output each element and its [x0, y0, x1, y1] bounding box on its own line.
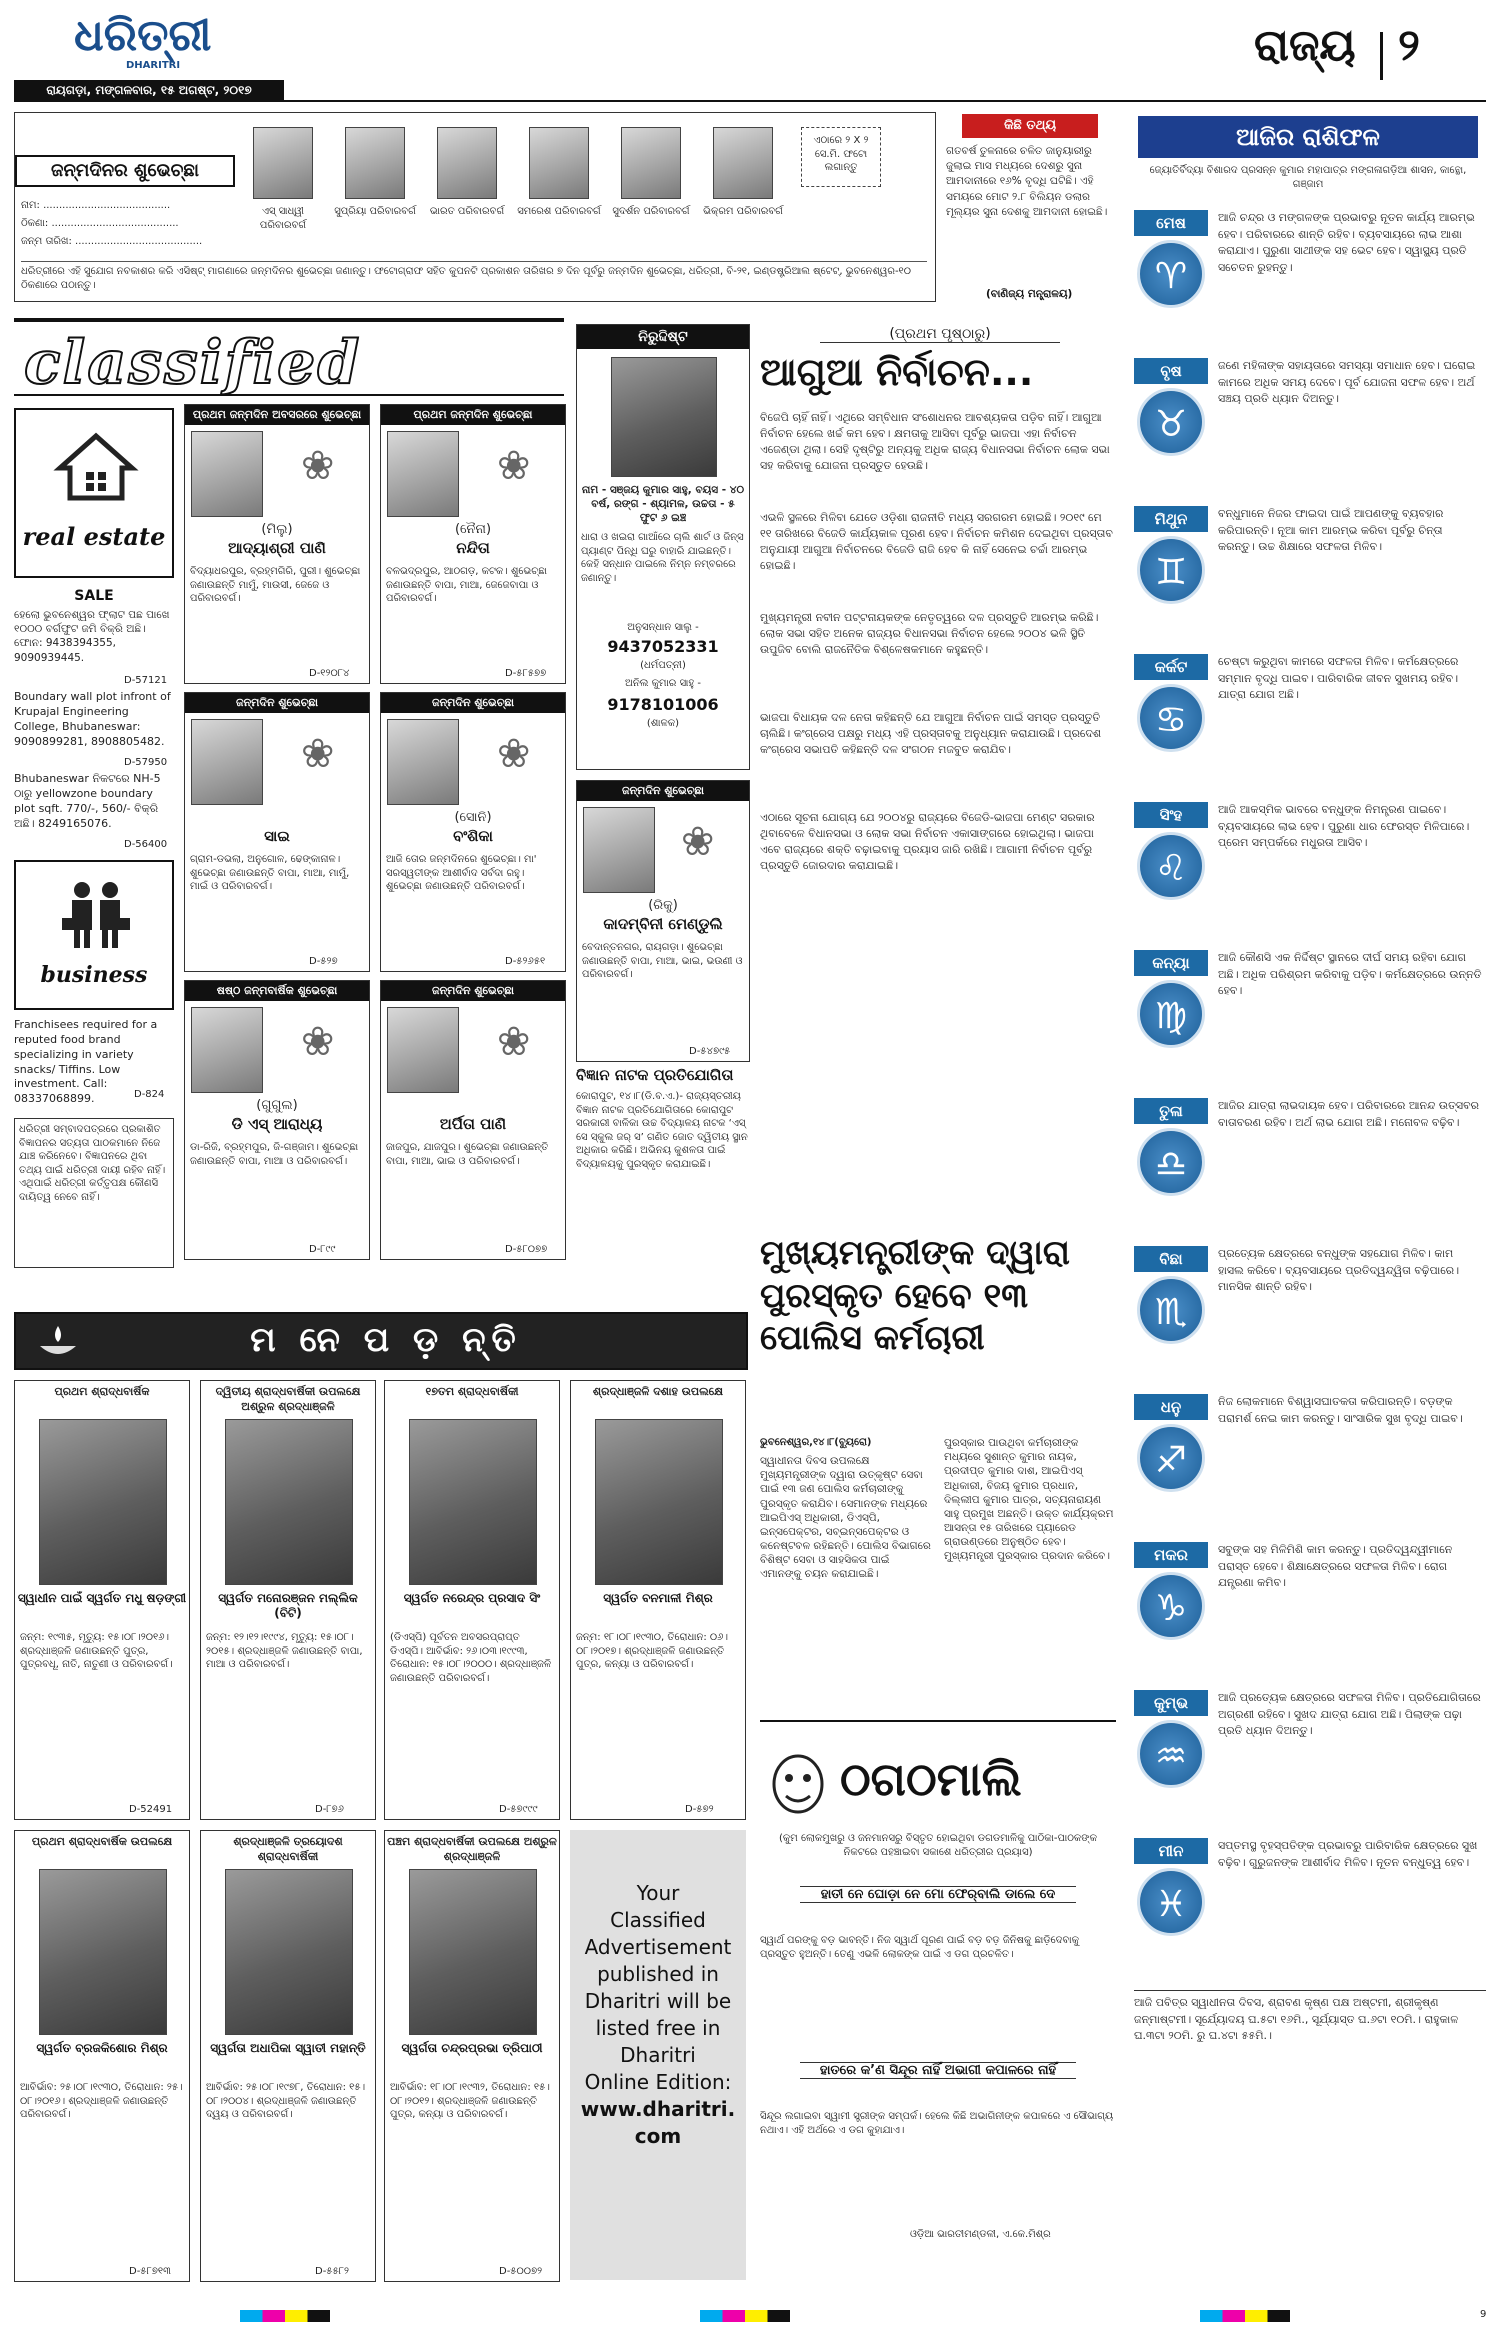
section-title: ରାଜ୍ୟ: [1254, 20, 1356, 71]
tribute-code: D-୫୭୨: [685, 1804, 714, 1815]
tribute-photo: [39, 1419, 167, 1585]
tribute-photo: [225, 1419, 353, 1585]
form-dob: ଜନ୍ମ ତାରିଖ: ........................................: [21, 236, 203, 247]
wish-name: କାଦମ୍ବିନୀ ମେଣ୍ଡୁଲି: [603, 915, 723, 933]
cartoon-column: [760, 1720, 1116, 2280]
zodiac-name: କନ୍ୟା: [1134, 950, 1208, 976]
tribute-photo: [409, 1869, 537, 2035]
wish-code: D-୫୨୭: [309, 956, 338, 967]
zodiac-text: ବନ୍ଧୁମାନେ ନିଜର ଫାଇଦା ପାଇଁ ଆପଣଙ୍କୁ ବ୍ୟବହାର କରିପାରନ୍ତି। ନୂଆ କାମ ଆରମ୍ଭ କରିବା ପୂର୍ବରୁ ଚିନ୍ତା କରନ୍ତୁ। ଉଚ୍ଚ ଶିକ୍ଷାରେ ସଫଳତା ମିଳିବ।: [1218, 507, 1444, 553]
zodiac-name: ବୃଷ: [1134, 358, 1208, 384]
tribute-code: D-52491: [129, 1804, 173, 1815]
proverb-title: ହାତରେ କ’ଣ ସିନ୍ଦୂର ନାହିଁ ଅଭାଗୀ କପାଳରେ ନାହିଁ: [800, 2062, 1076, 2079]
tribute-head: ୧୭ତମ ଶ୍ରାଦ୍ଧବାର୍ଷିକୀ: [425, 1385, 519, 1398]
flower-icon: ❀: [681, 819, 715, 865]
strip-photo: [529, 127, 589, 199]
real-estate-label: real estate: [22, 522, 166, 551]
color-registration: [700, 2310, 790, 2322]
wish-head: ଜନ୍ମଦିନ ଶୁଭେଚ୍ଛା: [381, 693, 565, 713]
flower-icon: ❀: [497, 1019, 531, 1065]
lead-paragraph: ଭାଜପା ବିଧାୟକ ଦଳ ନେତା କହିଛନ୍ତି ଯେ ଆଗୁଆ ନିର୍ବାଚନ ପାଇଁ ସମସ୍ତ ପ୍ରସ୍ତୁତି ଚାଲିଛି। କଂଗ୍ରେସ ପକ୍ଷରୁ ମଧ୍ୟ ଏହି ପ୍ରସ୍ତାବକୁ ଅନୁଧ୍ୟାନ କରାଯାଉଛି। ପ୍ରଦେଶ କଂଗ୍ରେସ ସଭାପତି କହିଛନ୍ତି ଦଳ ସଂଗଠନ ମଜବୁତ କରାଯିବ।: [760, 711, 1102, 756]
missing-photo: [611, 357, 717, 477]
tribute-head: ପ୍ରଥମ ଶ୍ରାଦ୍ଧବାର୍ଷିକ ଉପଲକ୍ଷେ: [31, 1835, 173, 1848]
zodiac-glyph-icon: ♈: [1137, 240, 1205, 308]
wish-head: ଜନ୍ମଦିନ ଶୁଭେଚ୍ଛା: [185, 693, 369, 713]
zodiac-name: ମେଷ: [1134, 210, 1208, 236]
flower-icon: ❀: [301, 1019, 335, 1065]
birthday-wish: [380, 692, 566, 972]
strip-caption: ସମରେଶ ପରିବାରବର୍ଗ: [517, 206, 601, 217]
zodiac-name: କର୍କଟ: [1134, 654, 1208, 680]
zodiac-text: ସବୁଙ୍କ ସହ ମିଳିମିଶି କାମ କରନ୍ତୁ। ପ୍ରତିଦ୍ୱନ୍ଦ୍ୱୀମାନେ ପରାସ୍ତ ହେବେ। ଶିକ୍ଷାକ୍ଷେତ୍ରରେ ସଫଳତା ମିଳିବ। ରୋଗ ଯନ୍ତ୍ରଣା କମିବ।: [1218, 1543, 1453, 1589]
mane-padanti-title: ମ ନେ ପ ଡ଼ ନ୍ତି: [250, 1320, 522, 1360]
rashiphala-title: ଆଜିର ରାଶିଫଳ: [1138, 116, 1478, 158]
proverb-text: ସ୍ୱାର୍ଥ ପରଙ୍କୁ ବଡ଼ ଭାବନ୍ତି। ନିଜ ସ୍ୱାର୍ଥ ପୂରଣ ପାଇଁ ବଡ଼ ବଡ଼ ଜିନିଷକୁ ଛାଡ଼ିଦେବାକୁ ପ୍ରସ୍ତୁତ ହୁଅନ୍ତି। ତେଣୁ ଏଭଳି ଲୋକଙ୍କ ପାଇଁ ଏ ଡଗ ପ୍ରଚଳିତ।: [760, 1935, 1080, 1960]
quiz-story: [576, 1066, 750, 1252]
re-ad: ହେଲୋ ଭୁବନେଶ୍ୱର ଫ୍ଲାଟ ପଛ ପାଖେ ୧୦୦୦ ବର୍ଗଫୁଟ ଜମି ବିକ୍ରି ଅଛି। ଫୋନ: 9438394355, 9090939445.: [14, 609, 170, 664]
missing-phone-2-tag: (ଶାଳକ): [646, 718, 680, 729]
tribute-photo: [595, 1419, 723, 1585]
wish-text: ଆଜି ତୋର ଜନ୍ମଦିନରେ ଶୁଭେଚ୍ଛା। ମା' ସରସ୍ୱତୀଙ୍କ ଆଶୀର୍ବାଦ ସର୍ବଦା ରହୁ। ଶୁଭେଚ୍ଛା ଜଣାଉଛନ୍ତି ପରିବାରବର୍ଗ।: [386, 854, 537, 892]
tribute-name: ସ୍ୱାଧୀନ ପାଇଁ ସ୍ୱର୍ଗତ ମଧୁ ଷଡ଼ଙ୍ଗୀ: [17, 1591, 187, 1605]
wish-text: ବିଦ୍ୟାଧରପୁର, ବ୍ରହ୍ମଗିରି, ପୁରୀ। ଶୁଭେଚ୍ଛା ଜଣାଉଛନ୍ତି ମାମୁଁ, ମାଉସୀ, ଜେଜେ ଓ ପରିବାରବର୍ଗ।: [190, 566, 361, 604]
facts-body: ଗତବର୍ଷ ତୁଳନାରେ ଚଳିତ ଜାନୁୟାରୀରୁ ଜୁଲାଇ ମାସ ମଧ୍ୟରେ ଦେଶରୁ ସୁନା ଆମଦାନୀରେ ୧୬% ବୃଦ୍ଧି ଘଟିଛି। ଏହି ସମୟରେ ମୋଟ ୨.୮ ବିଲିୟନ ଡଲାର ମୂଲ୍ୟର ସୁନା ଦେଶକୁ ଆମଦାନୀ ହୋଇଛି।: [946, 145, 1108, 218]
form-name: ନାମ: ........................................: [21, 200, 171, 211]
flower-icon: ❀: [301, 443, 335, 489]
tribute-code: D-୫୭୯୯୯: [499, 1804, 538, 1815]
wish-nick: (ମିଲୁ): [261, 522, 293, 537]
tribute: [14, 1830, 190, 2282]
zodiac-text: ଆଜି ଆକସ୍ମିକ ଭାବରେ ବନ୍ଧୁଙ୍କ ନିମନ୍ତ୍ରଣ ପାଇବେ। ବ୍ୟବସାୟରେ ଲାଭ ହେବ। ପୁରୁଣା ଧାର ଫେରସ୍ତ ମିଳିପାରେ। ପ୍ରେମ ସମ୍ପର୍କରେ ମଧୁରତା ଆସିବ।: [1218, 803, 1470, 849]
missing-body: ଧାରା ଓ ଖଇରା ଗାଆଁରେ ଚାଲି ଶାର୍ଟ ଓ ଜିନ୍ସ ପ୍ୟାଣ୍ଟ ପିନ୍ଧି ଘରୁ ବାହାରି ଯାଇଛନ୍ତି। କେହି ସନ୍ଧାନ ପାଇଲେ ନିମ୍ନ ନମ୍ବରରେ ଜଣାନ୍ତୁ।: [581, 532, 744, 584]
zodiac-glyph-icon: ♎: [1137, 1128, 1205, 1196]
zodiac-name: ମକର: [1134, 1542, 1208, 1568]
zodiac-name: ଧନୁ: [1134, 1394, 1208, 1420]
business-people-icon: [60, 880, 132, 950]
wish-text: ଗ୍ରାମ-ଡଭଲା, ଅନୁଗୋଳ, ଢେଙ୍କାନାଳ। ଶୁଭେଚ୍ଛା ଜଣାଉଛନ୍ତି ବାପା, ମାଆ, ମାମୁଁ, ମାଇଁ ଓ ପରିବାରବର୍ଗ।: [190, 854, 350, 892]
wish-name: ସାଇ: [264, 827, 290, 845]
lead-headline: ଆଗୁଆ ନିର୍ବାଚନ...: [760, 350, 1034, 394]
wish-photo: [583, 807, 655, 893]
promo-line: published in: [597, 1962, 719, 1986]
wish-head: ପ୍ରଥମ ଜନ୍ମଦିନ ଶୁଭେଚ୍ଛା: [381, 405, 565, 425]
tribute-name: ସ୍ୱର୍ଗତ ବ୍ରଜକିଶୋର ମିଶ୍ର: [36, 2041, 168, 2055]
birthday-wish: [380, 404, 566, 684]
zodiac-name: ମିଥୁନ: [1134, 506, 1208, 532]
missing-title: ନିରୁଦ୍ଦିଷ୍ଟ: [577, 325, 749, 349]
missing-phone-2: 9178101006: [607, 695, 719, 714]
zodiac-text: ସପ୍ତମସ୍ଥ ବୃହସ୍ପତିଙ୍କ ପ୍ରଭାବରୁ ପାରିବାରିକ କ୍ଷେତ୍ରରେ ସୁଖ ବଢ଼ିବ। ଗୁରୁଜନଙ୍କ ଆଶୀର୍ବାଦ ମିଳିବ। ନୂତନ ବନ୍ଧୁତ୍ୱ ହେବ।: [1218, 1839, 1478, 1869]
tribute-name: ସ୍ୱର୍ଗତ ମନୋରଞ୍ଜନ ମଲ୍ଲିକ (ବିଟି): [218, 1591, 358, 1620]
tribute-head: ଶ୍ରଦ୍ଧାଞ୍ଜଳି ଦଶାହ ଉପଲକ୍ଷେ: [592, 1385, 724, 1398]
birthday-wish: [380, 980, 566, 1260]
re-ad: Boundary wall plot infront of Krupajal Engineering College, Bhubaneswar: 9090899281, 8908805482.: [14, 690, 171, 748]
missing-phone-1-tag: (ଧର୍ମପତ୍ନୀ): [640, 660, 686, 671]
panchanga: ଆଜି ପବିତ୍ର ସ୍ୱାଧୀନତା ଦିବସ, ଶ୍ରାବଣ କୃଷ୍ଣ ପକ୍ଷ ଅଷ୍ଟମୀ, ଶ୍ରୀକୃଷ୍ଣ ଜନ୍ମାଷ୍ଟମୀ। ସୂର୍ଯ୍ୟୋଦୟ ଘ.୫ଟା ୧୬ମି., ସୂର୍ଯ୍ୟାସ୍ତ ଘ.୬ଟା ୧୦ମି.। ରାହୁକାଳ ଘ.୩ଟା ୨୦ମି. ରୁ ଘ.୪ଟା ୫୫ମି.।: [1134, 1990, 1486, 2100]
facts-source: (ବାଣିଜ୍ୟ ମନ୍ତ୍ରାଳୟ): [986, 288, 1073, 300]
wish-photo: [191, 719, 263, 805]
strip-caption: ଭିକ୍ରମ ପରିବାରବର୍ଗ: [703, 206, 783, 217]
missing-details: ନାମ - ସଞ୍ଜୟ କୁମାର ସାହୁ, ବୟସ - ୪୦ ବର୍ଷ, ରଙ୍ଗ - ଶ୍ୟାମଳ, ଉଚ୍ଚତା - ୫ ଫୁଟ ୬ ଇଞ୍ଚ: [581, 484, 745, 525]
lead-paragraph: ମୁଖ୍ୟମନ୍ତ୍ରୀ ନବୀନ ପଟ୍ଟନାୟକଙ୍କ ନେତୃତ୍ୱରେ ଦଳ ପ୍ରସ୍ତୁତି ଆରମ୍ଭ କରିଛି। ଲୋକ ସଭା ସହିତ ଅନେକ ରାଜ୍ୟର ବିଧାନସଭା ନିର୍ବାଚନ ହେଲେ ୨୦୦୪ ଭଳି ସ୍ଥିତି ଉପୁଜିବ ବୋଲି ରାଜନୈତିକ ବିଶ୍ଳେଷକମାନେ କହୁଛନ୍ତି।: [760, 611, 1099, 656]
masthead-rule: [14, 100, 1486, 102]
tribute-text: ଆବିର୍ଭାବ: ୧୮।୦୮।୧୯୩୨, ତିରୋଧାନ: ୧୫।୦୮।୨୦୧୨। ଶ୍ରଦ୍ଧାଞ୍ଜଳି ଜଣାଉଛନ୍ତି ପୁତ୍ର, କନ୍ୟା ଓ ପରିବାରବର୍ଗ।: [390, 2082, 550, 2120]
rashiphala-byline: ଜ୍ୟୋତିର୍ବିଦ୍ୟା ବିଶାରଦ ପ୍ରସନ୍ନ କୁମାର ମହାପାତ୍ର ମଙ୍ଗଳାଗଡ଼ିଆ ଶାସନ, କାନ୍ଥୋ, ଗଞ୍ଜାମ: [1149, 165, 1467, 190]
wish-name: ଡି ଏସ୍ ଆରାଧ୍ୟ: [231, 1115, 323, 1133]
quiz-title: ବିଜ୍ଞାନ ନାଟକ ପ୍ରତିଯୋଗିତା: [576, 1066, 734, 1084]
tribute: [384, 1380, 560, 1820]
page-number: ୨: [1398, 20, 1420, 71]
wish-nick: (ରିକୁ): [648, 898, 678, 913]
re-ad-code: D-57121: [124, 675, 168, 686]
police-story: [760, 1232, 1116, 1712]
zodiac-glyph-icon: ♍: [1137, 980, 1205, 1048]
wish-code: D-୫୮୫୭୭: [505, 668, 547, 679]
wish-photo: [387, 719, 459, 805]
wish-code: D-୫୨୬୫୧: [505, 956, 546, 967]
promo-line: listed free in: [595, 2016, 721, 2040]
tribute-code: D-୮୭୬: [315, 1804, 344, 1815]
logo-sub: DHARITRI: [126, 60, 181, 71]
tribute-name: ସ୍ୱର୍ଗତା ଅଧାପିକା ସ୍ୱାତୀ ମହାନ୍ତି: [210, 2041, 366, 2055]
sale-label: SALE: [74, 588, 114, 604]
zodiac-text: ଜଣେ ମହିଳାଙ୍କ ସହାୟତାରେ ସମସ୍ୟା ସମାଧାନ ହେବ। ଘରୋଇ କାମରେ ଅଧିକ ସମୟ ଦେବେ। ପୂର୍ବ ଯୋଜନା ସଫଳ ହେବ। ଅର୍ଥ ସଞ୍ଚୟ ପ୍ରତି ଧ୍ୟାନ ଦିଅନ୍ତୁ।: [1218, 359, 1476, 405]
zodiac-entry: [1134, 654, 1486, 796]
missing-contact-label: ଅନୁସନ୍ଧାନ ସାଲୁ -: [627, 622, 699, 633]
birthday-wish: [184, 404, 370, 684]
promo-line: Classified: [610, 1908, 706, 1932]
strip-caption: ଭାରତ ପରିବାରବର୍ଗ: [429, 206, 505, 217]
promo-line: Your: [636, 1881, 680, 1905]
re-ad-code: D-56400: [124, 839, 168, 850]
promo-url[interactable]: www.dharitri.: [580, 2097, 736, 2121]
cartoon-face-icon: [768, 1752, 828, 1822]
strip-photo: [345, 127, 405, 199]
zodiac-text: ଆଜିର ଯାତ୍ରା ଲାଭଦାୟକ ହେବ। ପରିବାରରେ ଆନନ୍ଦ ଉତ୍ସବର ବାତାବରଣ ରହିବ। ଅର୍ଥ ଲାଭ ଯୋଗ ଅଛି। ମନୋବଳ ବଢ଼ିବ।: [1218, 1099, 1479, 1129]
color-registration: [240, 2310, 330, 2322]
zodiac-glyph-icon: ♌: [1137, 832, 1205, 900]
zodiac-glyph-icon: ♒: [1137, 1720, 1205, 1788]
classified-notice: ଧରିତ୍ରୀ ସମ୍ବାଦପତ୍ରରେ ପ୍ରକାଶିତ ବିଜ୍ଞାପନର ସତ୍ୟତା ପାଠକମାନେ ନିଜେ ଯାଞ୍ଚ କରିନେବେ। ବିଜ୍ଞାପନରେ ଥିବା ତଥ୍ୟ ପାଇଁ ଧରିତ୍ରୀ ଦାୟୀ ରହିବ ନାହିଁ। ଏଥିପାଇଁ ଧରିତ୍ରୀ କର୍ତ୍ତୃପକ୍ଷ କୌଣସି ଦାୟିତ୍ୱ ନେବେ ନାହିଁ।: [14, 1118, 174, 1268]
zodiac-entry: [1134, 1394, 1486, 1536]
wish-name: ଆଦ୍ୟାଶ୍ରୀ ପାଣି: [228, 539, 326, 557]
zodiac-glyph-icon: ♊: [1137, 536, 1205, 604]
strip-photo: [253, 127, 313, 199]
lead-paragraph: ଏଭଳି ସ୍ଥଳରେ ମିଳିବା ଯେତେ ଓଡ଼ିଶା ରାଜନୀତି ମଧ୍ୟ ସରଗରମ ହୋଇଛି। ୨୦୧୯ ମେ ୧୧ ତାରିଖରେ ବିଜେଡି କାର୍ଯ୍ୟକାଳ ପୂରଣ ହେବ। ନିର୍ବାଚନ କମିଶନ ଦେଇଥିବା ପ୍ରସ୍ତାବ ଅନୁଯାୟୀ ଆଗୁଆ ନିର୍ବାଚନରେ ବିଜେଡି ରାଜି ହେବ କି ନାହିଁ ସେନେଇ ଚର୍ଚ୍ଚା ଆରମ୍ଭ ହୋଇଛି।: [760, 511, 1113, 572]
tribute-text: (ଡିଏସ୍‌ପି) ପୂର୍ବତନ ଅବସରପ୍ରାପ୍ତ ଡିଏସ୍‌ପି। ଆବିର୍ଭାବ: ୨୬।୦୩।୧୯୯୩, ତିରୋଧାନ: ୧୫।୦୮।୨୦୦୦। ଶ୍ରଦ୍ଧାଞ୍ଜଳି ଜଣାଉଛନ୍ତି ପରିବାରବର୍ଗ।: [390, 1632, 552, 1684]
strip-photo: [713, 127, 773, 199]
promo-line: Online Edition:: [584, 2070, 732, 2094]
police-right: ପୁରସ୍କାର ପାଉଥିବା କର୍ମଚାରୀଙ୍କ ମଧ୍ୟରେ ସୁଶାନ୍ତ କୁମାର ନାୟକ, ପ୍ରଦୀପ୍ତ କୁମାର ଦାଶ, ଆଇପିଏସ୍ ଅଧିକାରୀ, ବିଜୟ କୁମାର ପ୍ରଧାନ, ଦିଲ୍ଲୀପ କୁମାର ପାତ୍ର, ସତ୍ୟନାରାୟଣ ସାହୁ ପ୍ରମୁଖ ଅଛନ୍ତି। ଉକ୍ତ କାର୍ଯ୍ୟକ୍ରମ ଆସନ୍ତା ୧୫ ତାରିଖରେ ପ୍ୟାରେଡ ଗ୍ରାଉଣ୍ଡରେ ଅନୁଷ୍ଠିତ ହେବ। ମୁଖ୍ୟମନ୍ତ୍ରୀ ପୁରସ୍କାର ପ୍ରଦାନ କରିବେ।: [944, 1437, 1114, 1563]
zodiac-name: ମୀନ: [1134, 1838, 1208, 1864]
wish-name: ନନ୍ଦିତା: [456, 539, 490, 557]
tribute-text: ଜନ୍ମ: ୧୮।୦୮।୧୯୩୦, ତିରୋଧାନ: ୦୬।୦୮।୨୦୧୭। ଶ୍ରଦ୍ଧାଞ୍ଜଳି ଜଣାଉଛନ୍ତି ପୁତ୍ର, କନ୍ୟା ଓ ପରିବାରବର୍ଗ।: [576, 1632, 728, 1670]
tribute-code: D-୫୮୭୧୩: [129, 2266, 171, 2277]
online-promo: [570, 1830, 746, 2280]
zodiac-name: ବିଛା: [1134, 1246, 1208, 1272]
birthday-strip-title: ଜନ୍ମଦିନର ଶୁଭେଚ୍ଛା: [15, 155, 235, 187]
tribute-photo: [409, 1419, 537, 1585]
tribute: [384, 1830, 560, 2282]
police-left: ସ୍ୱାଧୀନତା ଦିବସ ଉପଲକ୍ଷେ ମୁଖ୍ୟମନ୍ତ୍ରୀଙ୍କ ଦ୍ୱାରା ଉତ୍କୃଷ୍ଟ ସେବା ପାଇଁ ୧୩ ଜଣ ପୋଲିସ କର୍ମଚାରୀଙ୍କୁ ପୁରସ୍କୃତ କରାଯିବ। ସେମାନଙ୍କ ମଧ୍ୟରେ ଆଇପିଏସ୍ ଅଧିକାରୀ, ଡିଏସ୍‌ପି, ଇନ୍‌ସପେକ୍ଟର, ସବ୍‌ଇନ୍‌ସପେକ୍ଟର ଓ କନେଷ୍ଟବଳ ରହିଛନ୍ତି। ପୋଲିସ ବିଭାଗରେ ବିଶିଷ୍ଟ ସେବା ଓ ସାହସିକତା ପାଇଁ ଏମାନଙ୍କୁ ଚୟନ କରାଯାଇଛି।: [760, 1455, 931, 1581]
real-estate-column: [14, 408, 174, 1108]
tribute-head: ଶ୍ରଦ୍ଧାଞ୍ଜଳି ତ୍ରୟୋଦଶ ଶ୍ରାଦ୍ଧବାର୍ଷିକୀ: [233, 1835, 343, 1863]
wish-name: ଅର୍ପିତା ପାଣି: [439, 1115, 507, 1133]
tribute-name: ସ୍ୱର୍ଗତା ଚନ୍ଦ୍ରପ୍ରଭା ତ୍ରିପାଠୀ: [401, 2041, 543, 2055]
proverb-title: ହାତୀ ନେ ଘୋଡ଼ା ନେ ମୋ ଫେର୍‌ବାଲି ଡାଲେ ଦେ: [800, 1886, 1076, 1903]
house-icon: [56, 432, 136, 502]
tribute: [14, 1380, 190, 1820]
zodiac-entry: [1134, 358, 1486, 500]
zodiac-glyph-icon: ♐: [1137, 1424, 1205, 1492]
lead-paragraph: ବିଜେପି ଚାହିଁ ନାହିଁ। ଏଥିରେ ସମ୍ବିଧାନ ସଂଶୋଧନର ଆବଶ୍ୟକତା ପଡ଼ିବ ନାହିଁ। ଆଗୁଆ ନିର୍ବାଚନ ହେଲେ ଖର୍ଚ୍ଚ କମ ହେବ। କ୍ଷମତାକୁ ଆସିବା ପୂର୍ବରୁ ଭାଜପା ଏହା ନିର୍ବାଚନ ଏଜେଣ୍ଡା ଥିଲା। ସେହି ଦୃଷ୍ଟିରୁ ଅନ୍ୟକୁ ଅଧିକ ରାଜ୍ୟ ବିଧାନସଭା ନିର୍ବାଚନ ଲୋକ ସଭା ସହ କରିବାକୁ ଯୋଜନା ପ୍ରସ୍ତୁତ ହେଉଛି।: [760, 411, 1110, 472]
birthday-wish: [184, 692, 370, 972]
strip-caption: ସୁପ୍ରିୟା ପରିବାରବର୍ଗ: [334, 206, 416, 217]
strip-photo: [437, 127, 497, 199]
birthday-wish: [184, 980, 370, 1260]
re-ad: Bhubaneswar ନିକଟରେ NH-5 ଠାରୁ yellowzone boundary plot sqft. 770/-, 560/- ବିକ୍ରି ଅଛି। 8249165076.: [14, 772, 161, 830]
zodiac-entry: [1134, 1542, 1486, 1684]
zodiac-entry: [1134, 802, 1486, 944]
birthday-wish: [576, 780, 750, 1062]
masthead: [14, 10, 1486, 97]
zodiac-entry: [1134, 1246, 1486, 1388]
missing-phone-1: 9437052331: [607, 637, 719, 656]
wish-code: D-୫୮୦୭୭: [505, 1244, 548, 1255]
wish-nick: (ନୈନା): [454, 522, 492, 537]
lead-paragraph: ଏଠାରେ ସୂଚନା ଯୋଗ୍ୟ ଯେ ୨୦୦୪ରୁ ରାଜ୍ୟରେ ବିଜେଡି-ଭାଜପା ମେଣ୍ଟ ସରକାର ଥିବାବେଳେ ବିଧାନସଭା ଓ ଲୋକ ସଭା ନିର୍ବାଚନ ଏକାସାଙ୍ଗରେ ହୋଇଥିଲା। ଭାଜପା ଏବେ ରାଜ୍ୟରେ ଶକ୍ତି ବଢ଼ାଇବାକୁ ପ୍ରୟାସ ଜାରି ରଖିଛି। ଆଗାମୀ ନିର୍ବାଚନ ପୂର୍ବରୁ ପ୍ରସ୍ତୁତି ଜୋରଦାର କରାଯାଇଛି।: [760, 811, 1095, 872]
color-registration: [1200, 2310, 1290, 2322]
real-estate-logo: [14, 408, 174, 578]
zodiac-text: ଆଜି କୌଣସି ଏକ ନିର୍ଦ୍ଦିଷ୍ଟ ସ୍ଥାନରେ ଦୀର୍ଘ ସମୟ ରହିବା ଯୋଗ ଅଛି। ଅଧିକ ପରିଶ୍ରମ କରିବାକୁ ପଡ଼ିବ। କର୍ମକ୍ଷେତ୍ରରେ ଉନ୍ନତି ହେବ।: [1218, 951, 1482, 997]
zodiac-entry: [1134, 1098, 1486, 1240]
zodiac-glyph-icon: ♓: [1137, 1868, 1205, 1936]
zodiac-entry: [1134, 1838, 1486, 1980]
lamp-icon: [36, 1324, 80, 1362]
promo-line: Dharitri: [620, 2043, 696, 2067]
wish-code: D-୮୯୯: [309, 1244, 336, 1255]
zodiac-text: ଆଜି ଚନ୍ଦ୍ର ଓ ମଙ୍ଗଳଙ୍କ ପ୍ରଭାବରୁ ନୂତନ କାର୍ଯ୍ୟ ଆରମ୍ଭ ହେବ। ପରିବାରରେ ଶାନ୍ତି ରହିବ। ବ୍ୟବସାୟରେ ଲାଭ ଆଶା କରାଯାଏ। ପୁରୁଣା ସାଥୀଙ୍କ ସହ ଭେଟ ହେବ। ସ୍ୱାସ୍ଥ୍ୟ ପ୍ରତି ସଚେତନ ରୁହନ୍ତୁ।: [1218, 211, 1475, 274]
quiz-body: କୋରାପୁଟ, ୧୪।୮(ଡି.ବ.ଏ.)- ରାଜ୍ୟସ୍ତରୀୟ ବିଜ୍ଞାନ ନାଟକ ପ୍ରତିଯୋଗିତାରେ କୋରାପୁଟ ସରକାରୀ ବାଳିକା ଉଚ୍ଚ ବିଦ୍ୟାଳୟ ନାଟକ ‘ଏସ୍ ସେ ସ୍କୁଲ ଜର୍ ସ’ ଗଣିତ ଜୋତ ଦ୍ୱିତୀୟ ସ୍ଥାନ ଅଧିକାର କରିଛି। ଅଭିନୟ କୁଶଳତା ପାଇଁ ବିଦ୍ୟାଳୟକୁ ପୁରସ୍କୃତ କରାଯାଇଛି।: [576, 1091, 748, 1170]
wish-name: ବଂଶିକା: [453, 827, 493, 845]
lead-story: [760, 324, 1116, 1224]
zodiac-text: ଆଜି ପ୍ରତ୍ୟେକ କ୍ଷେତ୍ରରେ ସଫଳତା ମିଳିବ। ପ୍ରତିଯୋଗିତାରେ ଅଗ୍ରଣୀ ରହିବେ। ସୁଖଦ ଯାତ୍ରା ଯୋଗ ଅଛି। ପିଲାଙ୍କ ପଢ଼ା ପ୍ରତି ଧ୍ୟାନ ଦିଅନ୍ତୁ।: [1218, 1691, 1481, 1737]
strip-photo: [621, 127, 681, 199]
section-divider: [1380, 32, 1383, 80]
cartoon-title: ଠଗଠମାଲି: [840, 1752, 1022, 1806]
missing-contact-2: ଅନିଲ କୁମାର ସାହୁ -: [625, 678, 701, 689]
zodiac-entry: [1134, 1690, 1486, 1832]
wish-head: ଷଷ୍ଠ ଜନ୍ମବାର୍ଷିକ ଶୁଭେଚ୍ଛା: [185, 981, 369, 1001]
zodiac-glyph-icon: ♉: [1137, 388, 1205, 456]
wish-text: ବଳଭଦ୍ରପୁର, ଆଠଗଡ଼, କଟକ। ଶୁଭେଚ୍ଛା ଜଣାଉଛନ୍ତି ବାପା, ମାଆ, ଜେଜେବାପା ଓ ପରିବାରବର୍ଗ।: [386, 566, 548, 604]
strip-caption: ଏସ୍ ସାଧ୍ୱୀ ପରିବାରବର୍ଗ: [259, 206, 307, 231]
tribute-head: ପଞ୍ଚମ ଶ୍ରାଦ୍ଧବାର୍ଷିକୀ ଉପଲକ୍ଷେ ଅଶ୍ରୁଳ ଶ୍ରଦ୍ଧାଞ୍ଜଳି: [387, 1835, 557, 1863]
zodiac-name: ସିଂହ: [1134, 802, 1208, 828]
wish-head: ପ୍ରଥମ ଜନ୍ମଦିନ ଅବସରରେ ଶୁଭେଚ୍ଛା: [185, 405, 369, 425]
zodiac-entry: [1134, 506, 1486, 648]
zodiac-text: ନିଜ ଲୋକମାନେ ବିଶ୍ୱାସଘାତକତା କରିପାରନ୍ତି। ବଡ଼ଙ୍କ ପରାମର୍ଶ ନେଇ କାମ କରନ୍ତୁ। ସାଂସାରିକ ସୁଖ ବୃଦ୍ଧି ପାଇବ।: [1218, 1395, 1463, 1425]
wish-photo: [191, 1007, 263, 1093]
business-ad: Franchisees required for a reputed food brand specializing in variety snacks/ Tiffins. Low investment. Call: 08337068899.: [14, 1018, 158, 1106]
wish-photo: [387, 1007, 459, 1093]
wish-code: D-୧୨୦୮୪: [309, 668, 350, 679]
classified-title: classified: [24, 328, 362, 398]
zodiac-glyph-icon: ♏: [1137, 1276, 1205, 1344]
tribute-name: ସ୍ୱର୍ଗତ ବନମାଳୀ ମିଶ୍ର: [603, 1591, 713, 1605]
wish-text: ଡା-ରିଜି, ବ୍ରହ୍ମପୁର, ଜି-ଗଞ୍ଜାମ। ଶୁଭେଚ୍ଛା ଜଣାଉଛନ୍ତି ବାପା, ମାଆ ଓ ପରିବାରବର୍ଗ।: [190, 1142, 359, 1167]
police-headline: ମୁଖ୍ୟମନ୍ତ୍ରୀଙ୍କ ଦ୍ୱାରା ପୁରସ୍କୃତ ହେବେ ୧୩ ପୋଲିସ କର୍ମଚାରୀ: [760, 1233, 1070, 1358]
flower-icon: ❀: [497, 443, 531, 489]
flower-icon: ❀: [497, 731, 531, 777]
zodiac-name: କୁମ୍ଭ: [1134, 1690, 1208, 1716]
zodiac-entry: [1134, 210, 1486, 352]
print-marks: [0, 2304, 1500, 2328]
promo-url-tld[interactable]: com: [634, 2124, 682, 2148]
birthday-strip: [14, 112, 936, 302]
tribute-text: ଆବିର୍ଭାବ: ୨୫।୦୮।୧୯୭୮, ତିରୋଧାନ: ୧୫।୦୮।୨୦୦୪। ଶ୍ରଦ୍ଧାଞ୍ଜଳି ଜଣାଉଛନ୍ତି ଦ୍ୱୟ ଓ ପରିବାରବର୍ଗ।: [206, 2082, 366, 2120]
form-address: ଠିକଣା: ........................................: [21, 218, 179, 229]
wish-code: D-୫୪୭୯୫: [689, 1046, 731, 1057]
wish-nick: (ଗୁଗୁଲ): [256, 1098, 298, 1113]
wish-photo: [387, 431, 459, 517]
tribute-text: ଆବିର୍ଭାବ: ୨୫।୦୮।୧୯୩୦, ତିରୋଧାନ: ୨୫।୦୮।୨୦୧୬। ଶ୍ରଦ୍ଧାଞ୍ଜଳି ଜଣାଉଛନ୍ତି ପରିବାରବର୍ଗ।: [20, 2082, 183, 2120]
tribute-code: D-୫୦୦୭୨: [499, 2266, 543, 2277]
zodiac-glyph-icon: ♋: [1137, 684, 1205, 752]
tribute: [200, 1830, 376, 2282]
tribute-text: ଜନ୍ମ: ୧୨।୧୨।୧୯୯୪, ମୃତ୍ୟୁ: ୧୫।୦୮।୨୦୧୫। ଶ୍ରଦ୍ଧାଞ୍ଜଳି ଜଣାଉଛନ୍ତି ବାପା, ମାଆ ଓ ପରିବାରବର୍ଗ।: [206, 1632, 363, 1670]
wish-photo: [191, 431, 263, 517]
business-ad-code: D-824: [134, 1089, 165, 1100]
classified-header: [14, 318, 564, 396]
zodiac-glyph-icon: ♑: [1137, 1572, 1205, 1640]
birthday-footnote: ଧରିତ୍ରୀରେ ଏହି ସୁଯୋଗ ନବକାଶର କରି ଏସିଷ୍ଟ୍ ମାଗଣାରେ ଜନ୍ମଦିନର ଶୁଭେଚ୍ଛା ଜଣାନ୍ତୁ। ଫଟୋଗ୍ରାଫ ସହିତ କୁପନଟି ପ୍ରକାଶନ ତାରିଖର ୭ ଦିନ ପୂର୍ବରୁ ଜନ୍ମଦିନ ଶୁଭେଚ୍ଛା, ଧରିତ୍ରୀ, ବି-୨୧, ଇଣ୍ଡଷ୍ଟ୍ରିଆଲ ଷ୍ଟେଟ୍, ଭୁବନେଶ୍ୱର-୧୦ ଠିକଣାରେ ପଠାନ୍ତୁ।: [21, 261, 927, 297]
wish-text: ଜାଜପୁର, ଯାଜପୁର। ଶୁଭେଚ୍ଛା ଜଣାଉଛନ୍ତି ବାପା, ମାଆ, ଭାଇ ଓ ପରିବାରବର୍ଗ।: [386, 1142, 549, 1167]
footer-page: 9: [1480, 2309, 1487, 2320]
tribute-code: D-୫୫୮୨: [315, 2266, 349, 2277]
facts-box: [946, 112, 1114, 308]
tribute-name: ସ୍ୱର୍ଗତ ନରେନ୍ଦ୍ର ପ୍ରସାଦ ସିଂ: [403, 1591, 541, 1605]
mane-padanti-banner: [14, 1312, 748, 1370]
lead-kicker: (ପ୍ରଥମ ପୃଷ୍ଠାରୁ): [820, 326, 1060, 343]
dateline: ରାୟଗଡ଼ା, ମଙ୍ଗଳବାର, ୧୫ ଅଗଷ୍ଟ, ୨୦୧୭: [14, 80, 284, 100]
strip-caption: ସୁଦର୍ଶନ ପରିବାରବର୍ଗ: [612, 206, 690, 217]
tribute-text: ଜନ୍ମ: ୧୯୩୫, ମୃତ୍ୟୁ: ୧୫।୦୮।୨୦୧୬। ଶ୍ରଦ୍ଧାଞ୍ଜଳି ଜଣାଉଛନ୍ତି ପୁତ୍ର, ପୁତ୍ରବଧୂ, ନାତି, ନାତୁଣୀ ଓ ପରିବାରବର୍ଗ।: [20, 1632, 173, 1670]
facts-title: କିଛି ତଥ୍ୟ: [962, 114, 1098, 138]
re-ad-code: D-57950: [124, 757, 168, 768]
promo-line: Advertisement: [584, 1935, 732, 1959]
wish-head: ଜନ୍ମଦିନ ଶୁଭେଚ୍ଛା: [577, 781, 749, 801]
tribute-head: ଦ୍ୱିତୀୟ ଶ୍ରାଦ୍ଧବାର୍ଷିକୀ ଉପଲକ୍ଷେ ଅଶ୍ରୁଳ ଶ୍ରଦ୍ଧାଞ୍ଜଳି: [215, 1385, 361, 1413]
tribute: [570, 1380, 746, 1820]
zodiac-name: ତୁଳା: [1134, 1098, 1208, 1124]
tribute-head: ପ୍ରଥମ ଶ୍ରାଦ୍ଧବାର୍ଷିକ: [54, 1385, 150, 1398]
wish-text: ବେଦାନ୍ତନଗର, ରାୟଗଡ଼ା। ଶୁଭେଚ୍ଛା ଜଣାଉଛନ୍ତି ବାପା, ମାଆ, ଭାଇ, ଭଉଣୀ ଓ ପରିବାରବର୍ଗ।: [582, 942, 743, 980]
cartoon-intro: (କୁମ ଲୋକମୁଖରୁ ଓ ଜନମାନସରୁ ବିସ୍ତୃତ ହୋଇଥିବା ଡଗଡମାଳିକୁ ପାଠିକା-ପାଠକଙ୍କ ନିକଟରେ ପହଞ୍ଚାଇବା ସକାଶେ ଧରିତ୍ରୀର ପ୍ରୟାସ): [779, 1833, 1097, 1858]
zodiac-entry: [1134, 950, 1486, 1092]
promo-line: Dharitri will be: [584, 1989, 732, 2013]
flower-icon: ❀: [301, 731, 335, 777]
tribute-photo: [39, 1869, 167, 2035]
proverb-credit: ଓଡ଼ିଆ ଭାରତୀମଣ୍ଡଳୀ, ଏ.କେ.ମିଶ୍ର: [910, 2229, 1051, 2240]
wish-head: ଜନ୍ମଦିନ ଶୁଭେଚ୍ଛା: [381, 981, 565, 1001]
police-dateline: ଭୁବନେଶ୍ୱର,୧୪।୮(ବ୍ୟୁରୋ): [760, 1437, 872, 1448]
zodiac-text: ଚେଷ୍ଟା କରୁଥିବା କାମରେ ସଫଳତା ମିଳିବ। କର୍ମକ୍ଷେତ୍ରରେ ସମ୍ମାନ ବୃଦ୍ଧି ପାଇବ। ପାରିବାରିକ ଜୀବନ ସୁଖମୟ ରହିବ। ଯାତ୍ରା ଯୋଗ ଅଛି।: [1218, 655, 1459, 701]
missing-person: [576, 324, 750, 770]
proverb-text: ସିନ୍ଦୂର ଲଗାଇବା ସ୍ୱାମୀ ସ୍ତ୍ରୀଙ୍କ ସମ୍ପର୍କ। ହେଲେ କିଛି ଅଭାଗିନୀଙ୍କ କପାଳରେ ଏ ସୌଭାଗ୍ୟ ନଥାଏ। ଏହି ଅର୍ଥରେ ଏ ଡଗ କୁହାଯାଏ।: [760, 2111, 1114, 2136]
logo: ଧରିତ୍ରୀ: [74, 10, 212, 61]
business-label: business: [40, 962, 148, 988]
tribute: [200, 1380, 376, 1820]
business-logo: [14, 860, 174, 1010]
zodiac-text: ପ୍ରତ୍ୟେକ କ୍ଷେତ୍ରରେ ବନ୍ଧୁଙ୍କ ସହଯୋଗ ମିଳିବ। କାମ ହାସଲ କରିବେ। ବ୍ୟବସାୟରେ ପ୍ରତିଦ୍ୱନ୍ଦ୍ୱିତା ବଢ଼ିପାରେ। ମାନସିକ ଶାନ୍ତି ରହିବ।: [1218, 1247, 1460, 1293]
wish-nick: (ସୋନି): [454, 810, 492, 825]
photo-size-note: ଏଠାରେ ୨ X ୨ ସେ.ମି. ଫଟୋ ଲଗାନ୍ତୁ: [801, 127, 881, 187]
tribute-photo: [225, 1869, 353, 2035]
